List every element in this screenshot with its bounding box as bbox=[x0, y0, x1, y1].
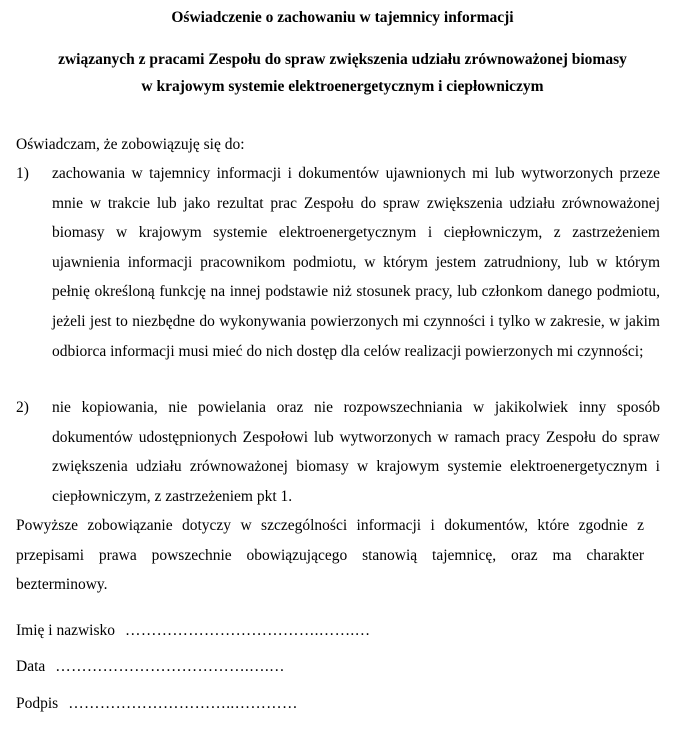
obligation-paragraph: Powyższe zobowiązanie dotyczy w szczególności informacji i dokumentów, które zgodnie z przepisami prawa powszechnie obowiązującego stanowią tajemnicę, oraz ma charakter bezterminowy. bbox=[16, 517, 644, 594]
list-item bbox=[16, 393, 676, 511]
list-item-number: 2) bbox=[16, 399, 29, 416]
list-item bbox=[16, 159, 676, 366]
date-field-label: Data bbox=[16, 658, 46, 675]
document-subtitle-line2: w krajowym systemie elektroenergetycznym i ciepłowniczym bbox=[141, 78, 544, 95]
document-subtitle-line1: związanych z pracami Zespołu do spraw zwiększenia udziału zrównoważonej biomasy bbox=[58, 51, 627, 68]
name-field bbox=[16, 621, 370, 641]
list-item-number: 1) bbox=[16, 165, 29, 182]
name-field-label: Imię i nazwisko bbox=[16, 622, 116, 639]
date-field-line: ……………………………….….… bbox=[55, 658, 285, 675]
list-item-text: zachowania w tajemnicy informacji i dokumentów ujawnionych mi lub wytworzonych przeze mnie w trakcie lub jako rezultat prac Zespołu do spraw zwiększenia udziału zrównoważonej biomasy w krajowym systemie elektroenergetycznym i ciepłowniczym, z zastrzeżeniem ujawnienia informacji pracownikom podmiotu, w którym jestem zatrudniony, lub w którym pełnię określoną funkcję na innej podstawie niż stosunek pracy, lub członkom danego podmiotu, jeżeli jest to niezbędne do wykonywania powierzonych mi czynności i tylko w zakresie, w jakim odbiorca informacji musi mieć do nich dostęp dla celów realizacji powierzonych mi czynności; bbox=[52, 165, 660, 360]
intro-text: Oświadczam, że zobowiązuję się do: bbox=[16, 136, 245, 153]
date-field bbox=[16, 657, 285, 677]
signature-field-label: Podpis bbox=[16, 695, 59, 712]
name-field-line: ……………………………….…….… bbox=[125, 622, 371, 639]
signature-field-line: …………………………..………… bbox=[68, 695, 298, 712]
list-item-text: nie kopiowania, nie powielania oraz nie rozpowszechniania w jakikolwiek inny sposób dokumentów udostępnionych Zespołowi lub wytworzonych w ramach pracy Zespołu do spraw zwiększenia udziału zrównoważonej biomasy w krajowym systemie elektroenergetycznym i ciepłowniczym, z zastrzeżeniem pkt 1. bbox=[52, 399, 660, 505]
document-title: Oświadczenie o zachowaniu w tajemnicy informacji bbox=[171, 9, 514, 26]
signature-field bbox=[16, 694, 298, 714]
